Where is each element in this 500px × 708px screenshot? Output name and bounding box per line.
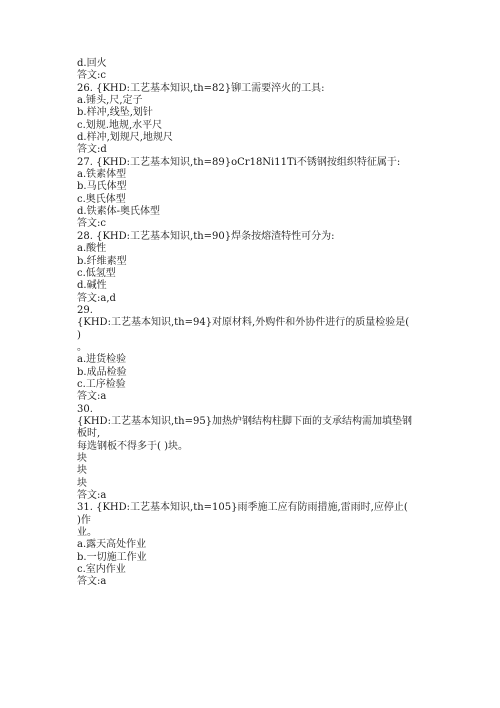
text-line: b.马氏体型 <box>77 181 127 193</box>
text-line: 答文:a,d <box>77 292 116 304</box>
text-line: b.成品检验 <box>77 366 127 378</box>
text-line: 块 <box>77 477 87 489</box>
text-line: c.工序检验 <box>77 378 126 390</box>
text-line: 块 <box>77 465 87 477</box>
text-line: a.露天高处作业 <box>77 539 147 551</box>
text-line: 答文:d <box>77 144 107 156</box>
text-line: a.铁素体型 <box>77 169 127 181</box>
text-line: ) <box>77 329 81 341</box>
text-line: 块 <box>77 453 87 464</box>
text-line: 答文:a <box>77 490 107 502</box>
text-line: b.纤维素型 <box>77 255 127 267</box>
text-line: {KHD:工艺基本知识,th=95}加热炉钢结构柱脚下面的支承结构需加填垫钢 <box>77 415 413 427</box>
text-line: 28. {KHD:工艺基本知识,th=90}焊条按熔渣特性可分为: <box>77 230 335 242</box>
text-line: d.碱性 <box>77 280 107 292</box>
text-line: )作 <box>77 514 91 526</box>
text-line: 。 <box>77 341 87 353</box>
text-line: c.划规.地规,水平尺 <box>77 119 163 131</box>
text-line: 每选钢板不得多于( )块。 <box>77 440 188 452</box>
text-line: 答文:c <box>77 70 106 82</box>
text-line: c.奥氏体型 <box>77 193 126 205</box>
document-page <box>77 58 437 589</box>
text-line: {KHD:工艺基本知识,th=94}对原材料,外购件和外协件进行的质量检验是( <box>77 317 410 329</box>
text-line: a.酸性 <box>77 243 107 255</box>
text-line: c.室内作业 <box>77 564 126 576</box>
text-line: 30. <box>77 403 93 415</box>
text-line: 26. {KHD:工艺基本知识,th=82}铆工需要淬火的工具: <box>77 82 325 94</box>
text-line: 业。 <box>77 527 97 539</box>
text-line: 答文:a <box>77 391 107 403</box>
text-line: d.样冲,划规尺,地规尺 <box>77 132 173 144</box>
text-line: 27. {KHD:工艺基本知识,th=89}oCr18Ni11Ti不锈钢按组织特征属于: <box>77 156 401 168</box>
text-line: a.进货检验 <box>77 354 127 366</box>
text-line: d.铁素体-奥氏体型 <box>77 206 160 218</box>
text-line: c.低氢型 <box>77 267 116 279</box>
text-line: 答文:c <box>77 218 106 230</box>
text-line: 答文:a <box>77 576 107 588</box>
text-line: a.锤头,尺,定子 <box>77 95 143 107</box>
text-line: 31. {KHD:工艺基本知识,th=105}雨季施工应有防雨措施,雷雨时,应停止( <box>77 502 408 514</box>
text-line: d.回火 <box>77 58 107 69</box>
text-line: b.样冲,线坠,划针 <box>77 107 153 119</box>
text-line: 29. <box>77 304 93 316</box>
text-line: 板时, <box>77 428 101 440</box>
text-line: b.一切施工作业 <box>77 551 147 563</box>
